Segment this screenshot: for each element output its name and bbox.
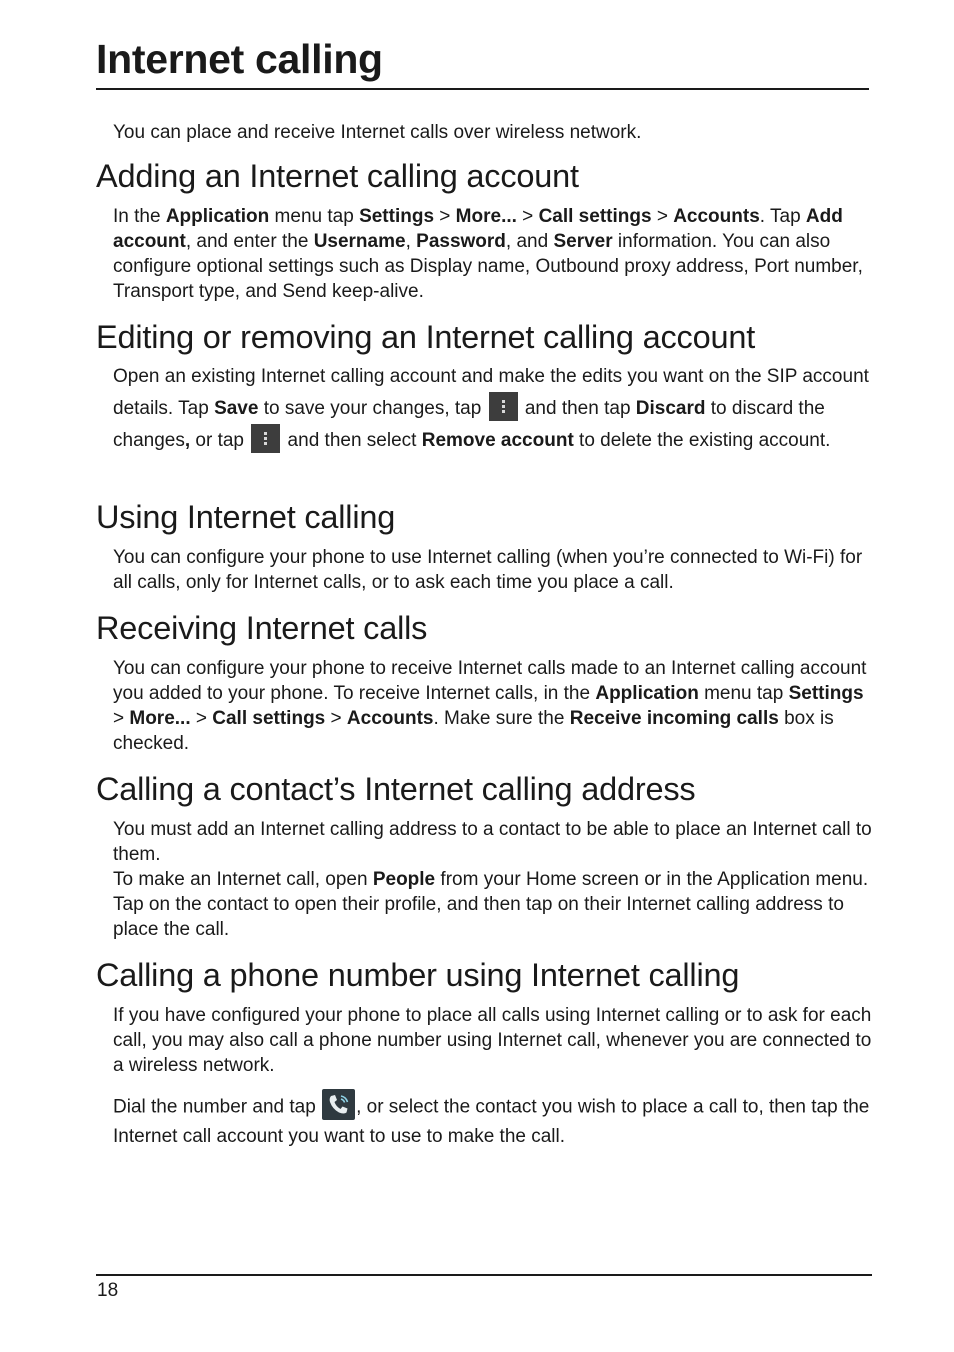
section-body: You can configure your phone to receive Internet calls made to an Internet calling account you added to your phone. To receive Internet calls, in the Application menu tap Settings > More... > Call settings > Accounts. Make sure the Receive incoming calls box is checked. [113,658,867,754]
overflow-menu-icon [489,392,518,421]
section-receiving-calls [96,607,871,756]
section-body: You must add an Internet calling address to a contact to be able to place an Internet call to them. [113,819,872,865]
section-phone-number [96,954,871,1150]
overflow-menu-icon [251,424,280,453]
section-heading: Calling a phone number using Internet calling [96,957,740,993]
section-heading: Using Internet calling [96,499,396,535]
title-rule [96,88,869,90]
section-heading: Receiving Internet calls [96,610,428,646]
section-body: Open an existing Internet calling account and make the edits you want on the SIP account details. Tap Save to save your changes, tap and then tap Discard to discard the changes, or tap and then select Remove account to delete the existing account. [113,361,873,457]
page-number: 18 [97,1280,119,1301]
phone-call-icon [322,1089,355,1120]
section-editing-account [96,316,871,457]
section-contact-address [96,768,871,942]
intro-text: You can place and receive Internet calls over wireless network. [113,122,642,143]
page-title: Internet calling [96,36,383,82]
section-body: If you have configured your phone to place all calls using Internet calling or to ask for each call, you may also call a phone number using Internet call, whenever you are connected to a wireless network. [113,1005,872,1076]
section-using-internet-calling [96,496,871,595]
section-body: Dial the number and tap , or select the contact you wish to place a call to, then tap the Internet call account you want to use to make the call. [113,1092,873,1150]
section-heading: Adding an Internet calling account [96,158,579,194]
section-body: To make an Internet call, open People from your Home screen or in the Application menu. Tap on the contact to open their profile, and then tap on their Internet calling address to place the call. [113,869,869,940]
section-body: You can configure your phone to use Internet calling (when you’re connected to Wi-Fi) for all calls, only for Internet calls, or to ask each time you place a call. [113,547,863,593]
section-adding-account [96,155,871,304]
section-body: In the Application menu tap Settings > More... > Call settings > Accounts. Tap Add account, and enter the Username, Password, and Server information. You can also configure optional settings such as Display name, Outbound proxy address, Port number, Transport type, and Send keep-alive. [113,206,863,302]
section-heading: Calling a contact’s Internet calling address [96,771,696,807]
footer-rule [96,1274,872,1276]
section-heading: Editing or removing an Internet calling account [96,319,756,355]
